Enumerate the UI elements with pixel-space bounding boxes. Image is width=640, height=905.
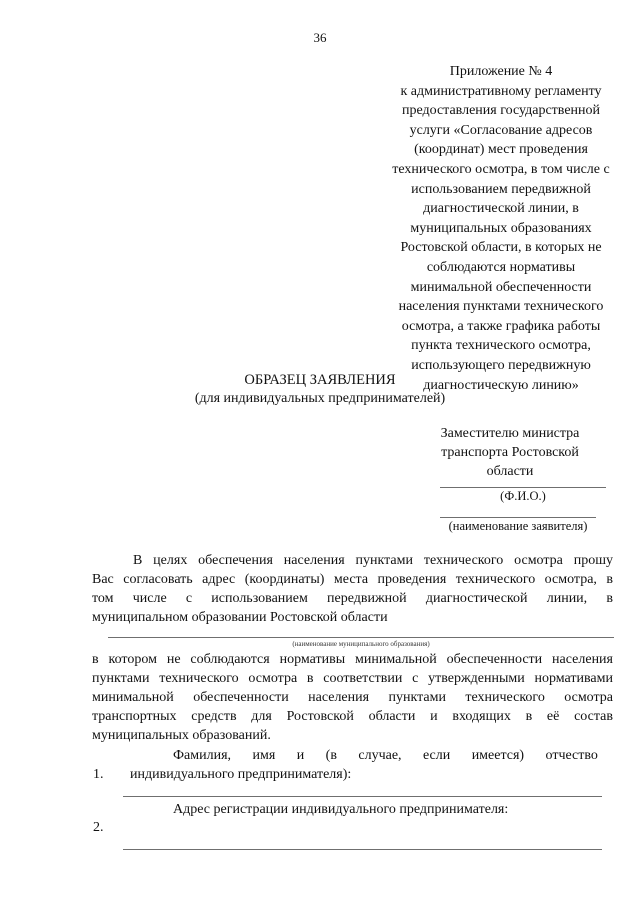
item-1-word: отчество: [545, 748, 598, 763]
appendix-line: диагностической линии, в: [423, 201, 579, 217]
addressee-line: Заместителю министра: [440, 426, 580, 441]
appendix-line: предоставления государственной: [401, 103, 601, 119]
appendix-line: соблюдаются нормативы: [426, 259, 576, 275]
paragraph-line: Вас согласовать адрес (координаты) места проведения технического осмотра, в: [92, 572, 613, 587]
appendix-line: Приложение № 4: [449, 64, 553, 79]
municipality-caption: (наименование муниципального образования): [292, 640, 430, 648]
paragraph-line: муниципальном образовании Ростовской области: [92, 610, 388, 625]
applicant-fill-line[interactable]: [440, 517, 596, 518]
appendix-line: минимальной обеспеченности: [410, 279, 592, 295]
form-title: ОБРАЗЕЦ ЗАЯВЛЕНИЯ: [244, 372, 396, 388]
item-1-word: (в: [325, 748, 337, 763]
item-1-word: если: [422, 748, 451, 763]
paragraph-line: пунктами технического осмотра в соответствии с утвержденными нормативами: [92, 671, 613, 686]
item-2-fill-line[interactable]: [123, 849, 602, 850]
item-1-word: Фамилия,: [173, 748, 232, 763]
norms-paragraph: [92, 650, 613, 745]
paragraph-line: в котором не соблюдаются нормативы минимальной обеспеченности населения: [92, 652, 613, 667]
paragraph-line: В целях обеспечения населения пунктами технического осмотра прошу: [133, 553, 613, 568]
form-subtitle: (для индивидуальных предпринимателей): [194, 391, 446, 406]
addressee-line: области: [486, 464, 534, 479]
item-1-word: имеется): [471, 748, 525, 763]
appendix-line: Ростовской области, в которых не: [400, 240, 602, 256]
appendix-line: населения пунктами технического: [398, 299, 604, 315]
addressee-block: [420, 424, 600, 481]
fio-fill-line[interactable]: [440, 487, 606, 488]
item-1-heading: [173, 746, 598, 765]
request-paragraph: [92, 551, 613, 627]
appendix-line: (координат) мест проведения: [414, 142, 588, 158]
appendix-line: услуги «Согласование адресов: [409, 122, 593, 138]
paragraph-line: минимальной обеспеченности населения пунктами технического осмотра: [92, 690, 613, 705]
paragraph-line: том числе с использованием передвижной диагностической линии, в: [92, 591, 613, 606]
appendix-line: использованием передвижной: [411, 181, 591, 197]
item-1-word: случае,: [358, 748, 402, 763]
appendix-line: использующего передвижную: [411, 357, 591, 373]
appendix-line: пункта технического осмотра,: [411, 338, 591, 354]
item-1-number: 1.: [93, 767, 104, 782]
paragraph-line: муниципальных образований.: [92, 728, 271, 743]
appendix-line: к административному регламенту: [400, 83, 602, 99]
item-1-fill-line[interactable]: [123, 796, 602, 797]
appendix-header: [360, 62, 640, 395]
paragraph-line: транспортных средств для Ростовской области и входящих в её состав: [92, 709, 613, 724]
appendix-line: технического осмотра, в том числе с: [392, 161, 610, 177]
item-2-heading: Адрес регистрации индивидуального предпринимателя:: [173, 802, 509, 817]
item-2-number: 2.: [93, 820, 104, 835]
fio-caption: (Ф.И.О.): [500, 489, 546, 503]
item-1-word: и: [296, 748, 305, 763]
page-number: 36: [313, 30, 327, 45]
appendix-line: муниципальных образованиях: [410, 220, 592, 236]
item-1-subheading: индивидуального предпринимателя):: [130, 767, 352, 782]
applicant-caption: (наименование заявителя): [448, 519, 588, 533]
appendix-line: диагностическую линию»: [423, 377, 579, 393]
item-1-word: имя: [252, 748, 276, 763]
appendix-line: осмотра, а также графика работы: [401, 318, 601, 334]
municipality-fill-line[interactable]: [108, 637, 614, 638]
addressee-line: транспорта Ростовской: [441, 445, 579, 460]
